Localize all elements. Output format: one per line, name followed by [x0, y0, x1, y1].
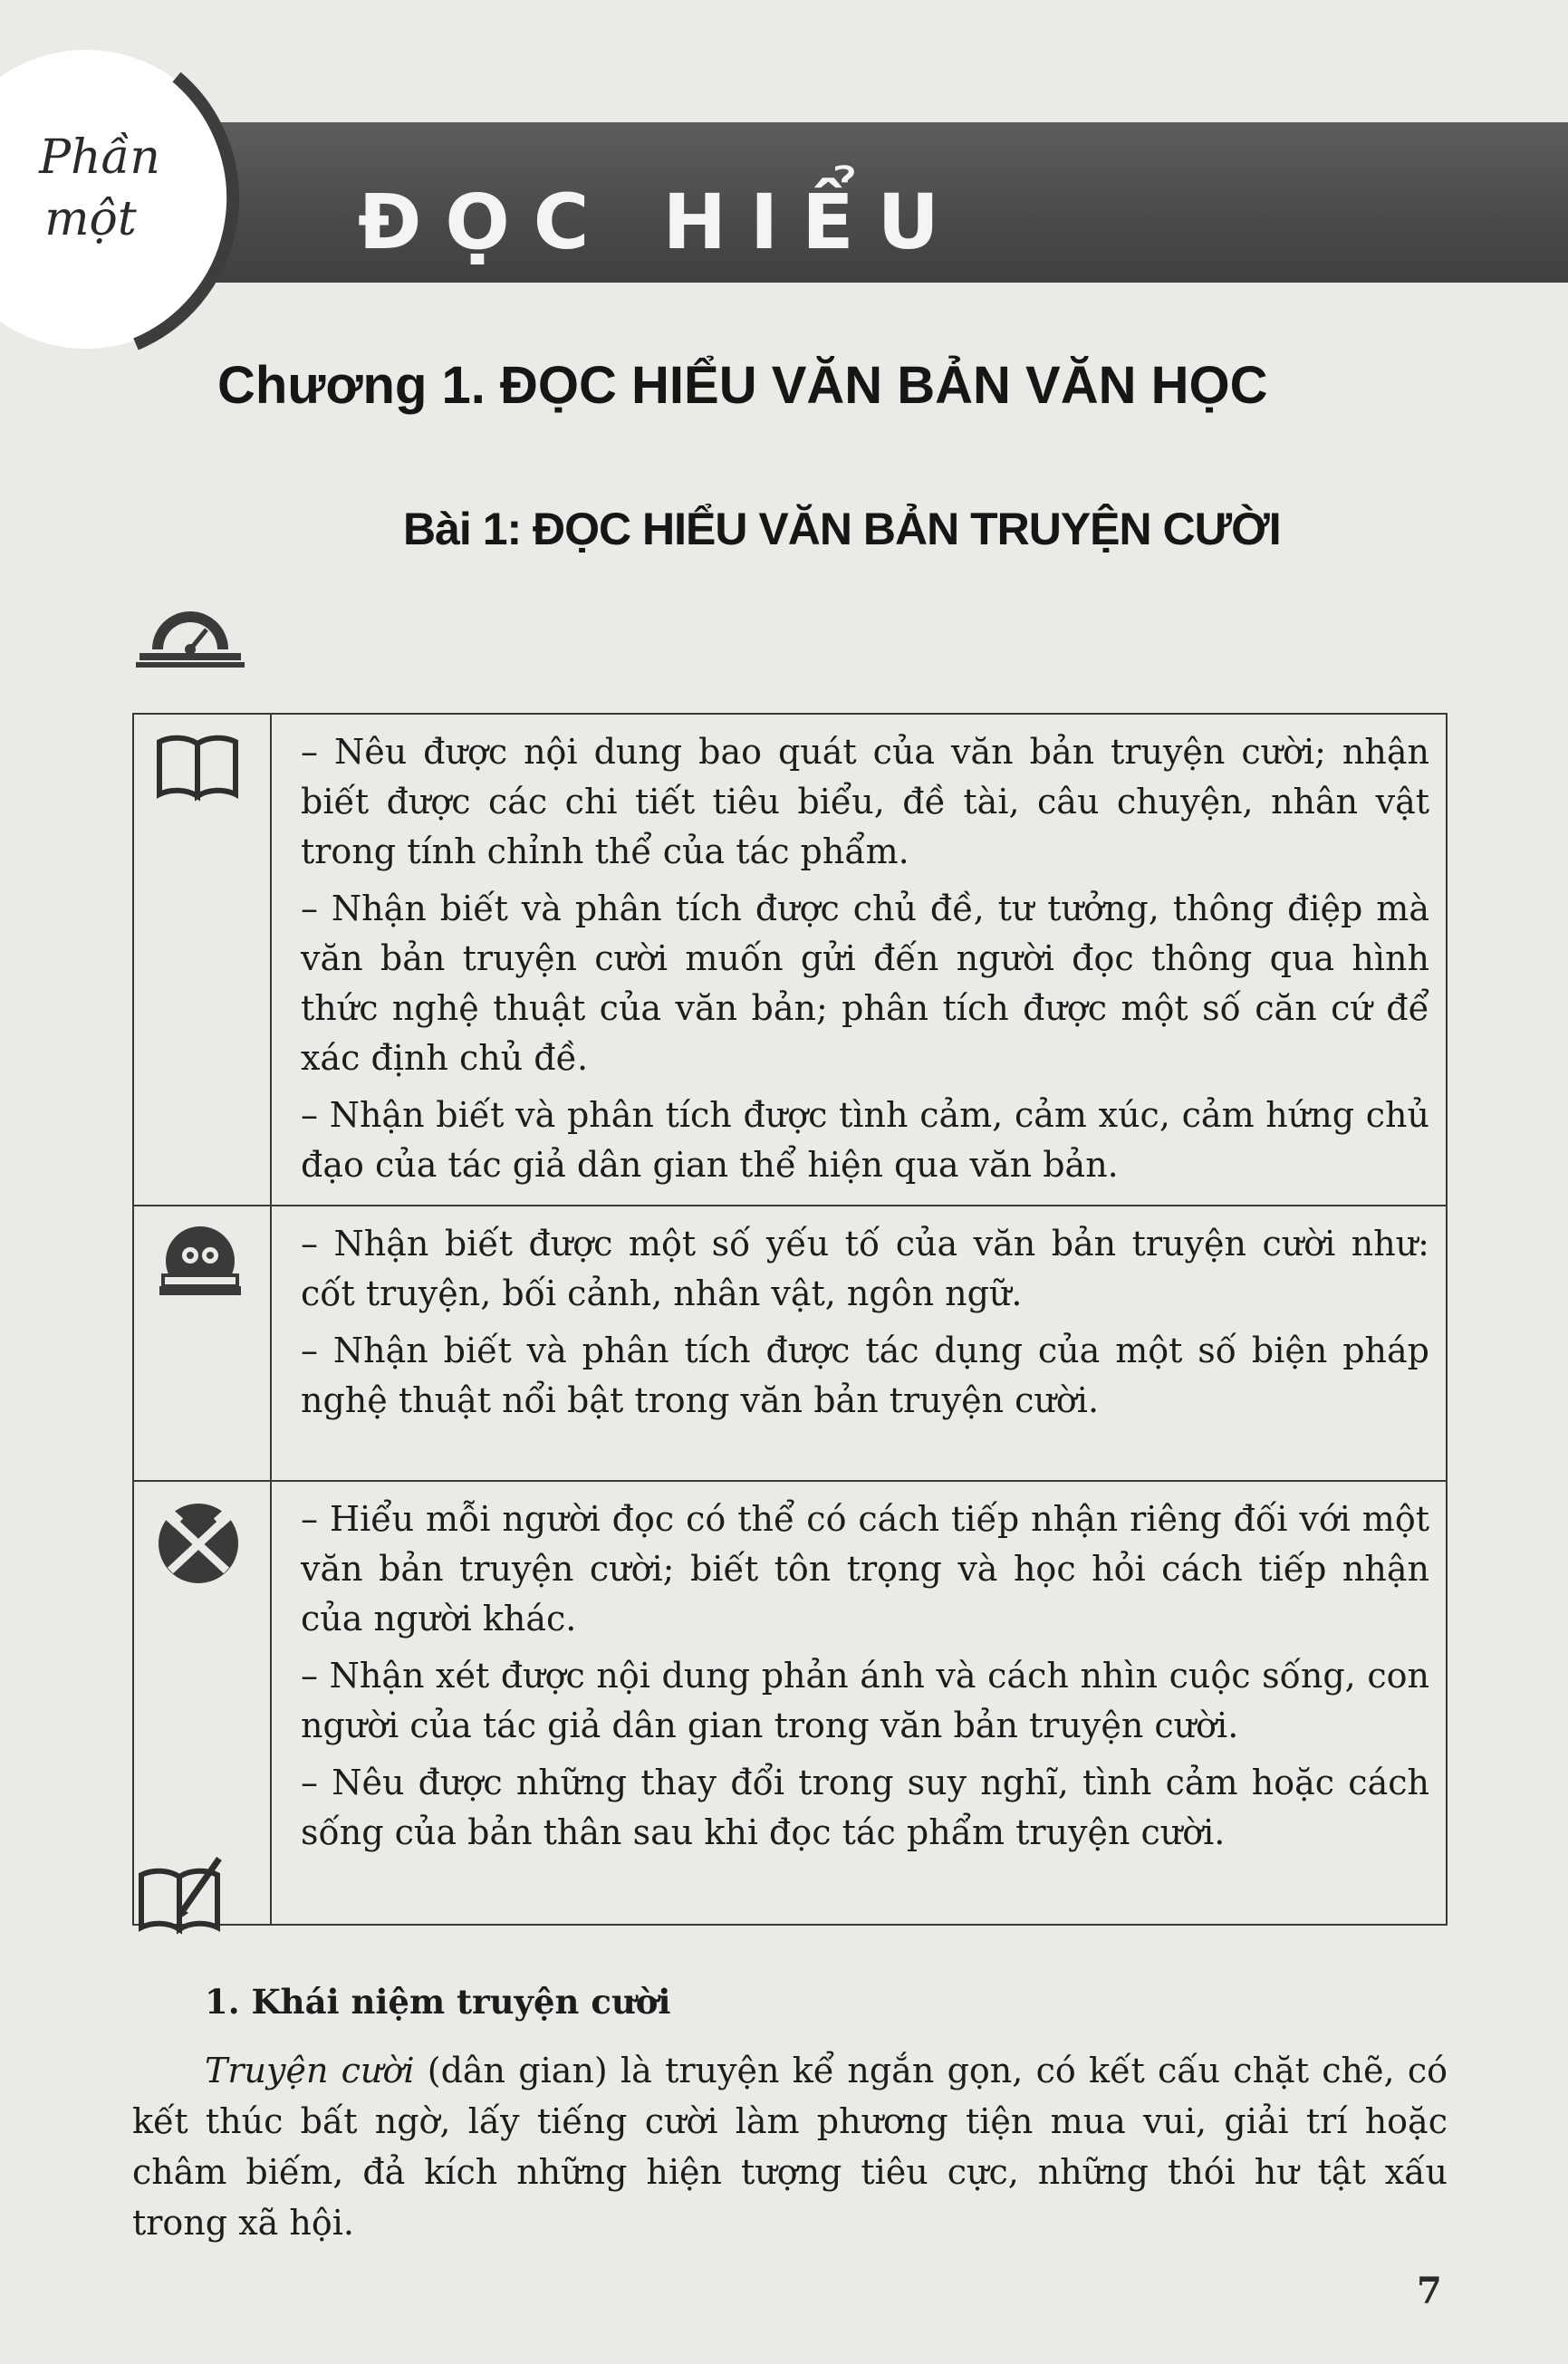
objective-knowledge-3: – Nhận biết và phân tích được tình cảm, cảm xúc, cảm hứng chủ đạo của tác giả dân gian thể hiện qua văn bản. [301, 1095, 1429, 1185]
definition-term: Truyện cười [205, 2051, 415, 2090]
part-label-line2: một [44, 192, 137, 246]
objective-attitude-1: – Hiểu mỗi người đọc có thể có cách tiếp nhận riêng đối với một văn bản truyện cười; biết tôn trọng và học hỏi cách tiếp nhận của người khác. [301, 1499, 1429, 1638]
part-label-line1: Phần [39, 130, 160, 185]
objective-skills-1: – Nhận biết được một số yếu tố của văn bản truyện cười như: cốt truyện, bối cảnh, nhân vật, ngôn ngữ. [301, 1224, 1429, 1313]
lesson-title: Bài 1: ĐỌC HIỂU VĂN BẢN TRUYỆN CƯỜI [403, 504, 1281, 554]
definition-text: (dân gian) là truyện kể ngắn gọn, có kết cấu chặt chẽ, có kết thúc bất ngờ, lấy tiếng cười làm phương tiện mua vui, giải trí hoặc châm biếm, đả kích những hiện tượng tiêu cực, những thói hư tật xấu trong xã hội. [132, 2051, 1448, 2243]
table-row-knowledge [133, 714, 1447, 1206]
section-title: ĐỌC HIỂU [358, 178, 963, 266]
section-heading: 1. Khái niệm truyện cười [205, 1982, 671, 2022]
objective-knowledge-2: – Nhận biết và phân tích được chủ đề, tư tưởng, thông điệp mà văn bản truyện cười muốn gửi đến người đọc thông qua hình thức nghệ thuật của văn bản; phân tích được một số căn cứ để xác định chủ đề. [301, 889, 1429, 1078]
chapter-title: Chương 1. ĐỌC HIỂU VĂN BẢN VĂN HỌC [217, 356, 1268, 415]
page-number: 7 [1417, 2270, 1442, 2312]
table-row-attitude [133, 1481, 1447, 1925]
objective-attitude-3: – Nêu được những thay đổi trong suy nghĩ, tình cảm hoặc cách sống của bản thân sau khi đọc tác phẩm truyện cười. [301, 1763, 1429, 1852]
open-book-icon [154, 731, 241, 807]
part-label [23, 127, 177, 250]
owl-book-icon [150, 1225, 250, 1310]
gauge-icon [136, 593, 245, 678]
table-row-skills [133, 1206, 1447, 1481]
objective-knowledge-1: – Nêu được nội dung bao quát của văn bản truyện cười; nhận biết được các chi tiết tiêu biểu, đề tài, câu chuyện, nhân vật trong tính chỉnh thể của tác phẩm. [301, 732, 1429, 871]
definition-paragraph [132, 2045, 1448, 2248]
objective-attitude-2: – Nhận xét được nội dung phản ánh và cách nhìn cuộc sống, con người của tác giả dân gian trong văn bản truyện cười. [301, 1656, 1429, 1745]
crossed-tools-icon [150, 1500, 246, 1590]
book-pen-icon [136, 1855, 226, 1940]
objectives-table [132, 713, 1448, 1926]
objective-skills-2: – Nhận biết và phân tích được tác dụng của một số biện pháp nghệ thuật nổi bật trong văn bản truyện cười. [301, 1331, 1429, 1420]
